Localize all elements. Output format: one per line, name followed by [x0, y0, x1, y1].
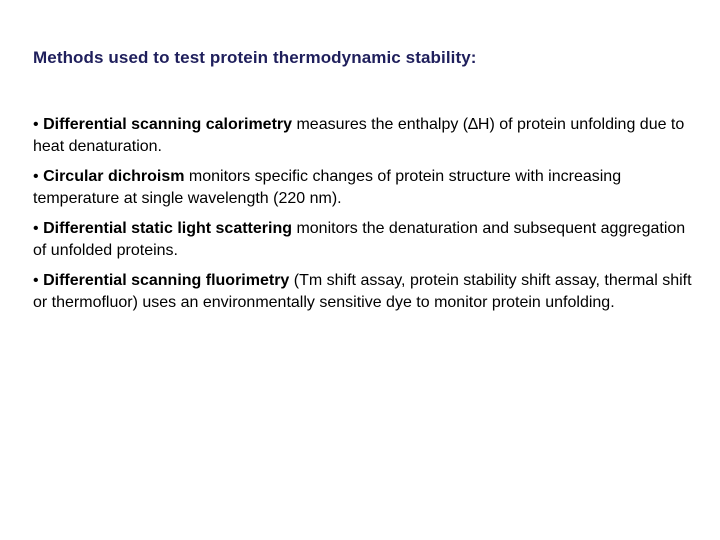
bullet-dsf: [33, 270, 693, 314]
bullet-marker: •: [33, 116, 39, 133]
bullet-text: monitors specific changes of protein structure with increasing temperature at single wavelength (220 nm).: [33, 168, 622, 207]
bullet-term: Differential scanning calorimetry: [43, 116, 293, 133]
bullet-cd: [33, 166, 693, 210]
bullet-term: Circular dichroism: [43, 168, 185, 185]
bullet-term: Differential scanning fluorimetry: [43, 272, 290, 289]
bullet-marker: •: [33, 220, 39, 237]
bullet-text: monitors the denaturation and subsequent aggregation of unfolded proteins.: [33, 220, 686, 259]
bullet-list: [33, 114, 693, 322]
bullet-text: (Tm shift assay, protein stability shift assay, thermal shift or thermofluor) uses an environmentally sensitive dye to monitor protein unfolding.: [33, 272, 692, 311]
bullet-dsc: [33, 114, 693, 158]
slide-title: Methods used to test protein thermodynamic stability:: [33, 48, 477, 67]
bullet-term: Differential static light scattering: [43, 220, 292, 237]
bullet-dsls: [33, 218, 693, 262]
bullet-text: measures the enthalpy (∆H) of protein unfolding due to heat denaturation.: [33, 116, 685, 155]
bullet-marker: •: [33, 168, 39, 185]
bullet-marker: •: [33, 272, 39, 289]
